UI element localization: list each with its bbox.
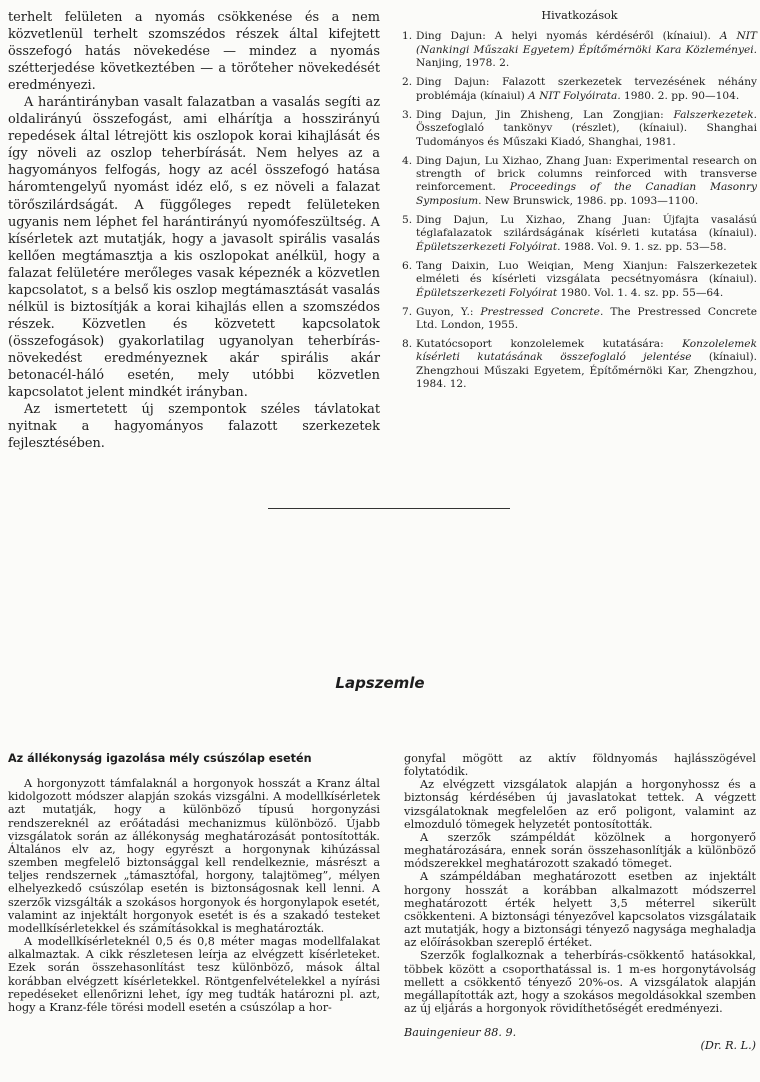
reference-text-segment: Tang Daixin, Luo Weiqian, Meng Xianjun: Falszerkezetek elméleti és kísérleti vizsgálata pecsétnyomásra (kínaiul). — [416, 259, 757, 286]
reference-item — [402, 30, 757, 70]
review-paragraph: Az elvégzett vizsgálatok alapján a horgonyhossz és a biztonság kérdésében új javaslatokat tettek. A végzett vizsgálatoknak megfelelően az erő poligont, valamint az elmozduló tömegek helyzetét pontosították. — [404, 778, 756, 831]
references-list — [402, 30, 757, 391]
reference-text — [416, 155, 757, 209]
reference-text-segment: Összefoglaló tankönyv (részlet), (kínaiul). Shanghai Tudományos és Műszaki Kiadó, Shanghai, 1981. — [416, 122, 757, 148]
section-title: Lapszemle — [335, 674, 425, 692]
references-heading: Hivatkozások — [541, 9, 618, 22]
review-column-right — [404, 752, 756, 1052]
reference-text-segment: 1980. 2. pp. 90—104. — [620, 89, 740, 102]
reference-text-segment: Ding Dajun, Lu Xizhao, Zhang Juan: Experimental research on strength of brick columns reinforced with transverse reinforcement. — [416, 154, 757, 194]
reference-number: 4. — [402, 154, 413, 167]
reference-item — [402, 338, 757, 392]
reference-number: 6. — [402, 259, 413, 272]
article-continuation-column — [8, 9, 380, 452]
reference-title-italic: Proceedings of the Canadian Masonry Symposium. — [416, 181, 757, 207]
reference-text-segment: Ding Dajun, Jin Zhisheng, Lan Zongjian: — [416, 108, 674, 121]
review-paragraph: A horgonyzott támfalaknál a horgonyok hosszát a Kranz által kidolgozott módszer alapján szokás vizsgálni. A modellkísérletek azt mutatják, hogy a különböző típusú horgonyzási rendszereknél az erőátadási mechanizmus különböző. Újabb vizsgálatok során az állékonyság meghatározását pontosították. Általános elv az, hogy egyrészt a horgonynak kihúzással szemben megfelelő biztonsággal kell rendelkeznie, másrészt a teljes rendszernek „támasztófal, horgony, talajtömeg”, mélyen elhelyezkedő csúszólap esetén is biztonságosnak kell lenni. A szerzők vizsgálták a szokásos horgonyok és horgonylapok esetét, valamint az injektált horgonyok esetét is és a szakadó testeket modellkísérletekkel és számításokkal is meghatározták. — [8, 777, 380, 935]
review-paragraph: gonyfal mögött az aktív földnyomás hajlásszögével folytatódik. — [404, 752, 756, 779]
reference-text-segment: Ding Dajun: Falazott szerkezetek tervezésének néhány problémája (kínaiul) — [416, 76, 757, 102]
reference-text-segment: Ding Dajun, Lu Xizhao, Zhang Juan: Újfajta vasalású téglafalazatok szilárdságának kísérleti kutatása (kínaiul). — [416, 213, 757, 240]
reference-text-segment: New Brunswick, 1986. pp. 1093—1100. — [481, 194, 699, 207]
section-divider — [268, 508, 510, 509]
reference-item — [402, 76, 757, 103]
reference-title-italic: Prestressed Concrete. — [480, 305, 604, 318]
reference-title-italic: A NIT Folyóirata. — [528, 89, 621, 102]
reference-title-italic: Falszerkezetek. — [673, 108, 757, 121]
review-column-left — [8, 752, 380, 1014]
reference-text — [416, 76, 757, 103]
reference-item — [402, 260, 757, 300]
reference-text-segment: (kínaiul). Zhengzhoui Műszaki Egyetem, Építőmérnöki Kar, Zhengzhou, 1984. 12. — [416, 351, 757, 391]
reference-text — [416, 214, 757, 254]
review-paragraph: Szerzők foglalkoznak a teherbírás-csökkentő hatásokkal, többek között a csoporthatással is. 1 m-es horgonytávolság mellett a csökkentő tényező 20%-os. A vizsgálatok alapján megállapították azt, hogy a szokásos megoldásokkal szemben az új eljárás a horgonyok rövidíthetőségét eredményezi. — [404, 949, 756, 1015]
reference-title-italic: A NIT (Nankingi Műszaki Egyetem) Építőmérnöki Kara Közleményei. — [416, 30, 758, 56]
reference-item — [402, 306, 757, 333]
reference-text-segment: Nanjing, 1978. 2. — [416, 57, 510, 70]
review-paragraph: A szerzők számpéldát közölnek a horgonyerő meghatározására, ennek során összehasonlítják a különböző módszerekkel meghatározott szakadó tömeget. — [404, 830, 756, 871]
reference-text — [416, 306, 757, 333]
reference-text-segment: Kutatócsoport konzolelemek kutatására: — [416, 338, 683, 351]
reference-text — [416, 260, 757, 300]
article-paragraph: A harántirányban vasalt falazatban a vasalás segíti az oldalirányú összefogást, ami elhárítja a hosszirányú repedések által létrejött kis oszlopok korai kihajlását és így növeli az oszlop teherbírását. Nem helyes az a hagyományos felfogás, hogy az acél összefogó hatása háromtengelyű nyomást idéz elő, s ez növeli a falazat törőszilárdságát. A függőleges repedt felületeken ugyanis nem léphet fel harántirányú nyomófeszültség. A kísérletek azt mutatják, hogy a javasolt spirális vasalás kellően megtámasztja a kis oszlopokat anélkül, hogy a falazat felületére merőleges vasak képeznék a közvetlen kapcsolatot, s a belső kis oszlop megtámasztását vasalás nélkül is biztosítják a korai kihajlás ellen a szomszédos részek. Közvetlen és közvetett kapcsolatok (összefogások) gyakorlatilag ugyanolyan teherbírás-növekedést eredményeznek akár spirális akár betonacél-háló esetén, mely utóbbi közvetlen kapcsolatot jelent mindkét irányban. — [8, 95, 380, 401]
reference-number: 7. — [402, 305, 413, 318]
reference-text-segment: Guyon, Y.: — [416, 305, 481, 318]
reference-item — [402, 214, 757, 254]
reference-text-segment: 1988. Vol. 9. 1. sz. pp. 53—58. — [560, 240, 727, 253]
reference-text — [416, 109, 757, 149]
reference-number: 5. — [402, 213, 413, 226]
review-paragraph: A számpéldában meghatározott esetben az injektált horgony hosszát a korábban alkalmazott módszerrel meghatározott érték helyett 3,5 méterrel sikerült csökkenteni. A biztonsági tényezővel kapcsolatos vizsgálataik azt mutatják, hogy a biztonsági tényező nagysága meghaladja az előírásokban szereplő értéket. — [404, 870, 756, 950]
reference-number: 2. — [402, 76, 413, 89]
reference-title-italic: Konzolelemek kísérleti kutatásának összefoglaló jelentése — [416, 338, 757, 364]
reference-number: 3. — [402, 108, 413, 121]
article-paragraph: Az ismertetett új szempontok széles távlatokat nyitnak a hagyományos falazott szerkezetek fejlesztésében. — [8, 402, 380, 452]
review-heading: Az állékonyság igazolása mély csúszólap esetén — [8, 752, 312, 765]
reference-text-segment: 1980. Vol. 1. 4. sz. pp. 55—64. — [557, 286, 724, 299]
reference-text — [416, 338, 757, 392]
reference-number: 1. — [402, 30, 413, 43]
review-source: Bauingenieur 88. 9. — [404, 1026, 517, 1040]
review-author: (Dr. R. L.) — [700, 1039, 756, 1053]
reference-number: 8. — [402, 338, 413, 351]
reference-title-italic: Épületszerkezeti Folyóirat. — [416, 240, 561, 253]
reference-text-segment: The Prestressed Concrete Ltd. London, 1955. — [416, 305, 757, 332]
reference-title-italic: Épületszerkezeti Folyóirat — [416, 286, 558, 299]
references-section — [402, 9, 757, 397]
reference-text — [416, 30, 757, 70]
reference-item — [402, 109, 757, 149]
review-paragraph: A modellkísérleteknél 0,5 és 0,8 méter magas modellfalakat alkalmaztak. A cikk részletesen leírja az elvégzett kísérleteket. Ezek során összehasonlítást tesz különböző, mások által korábban elvégzett kísérletekkel. Röntgenfelvételekkel a nyírási repedéseket ellenőrizni lehet, így meg tudták határozni pl. azt, hogy a Kranz-féle törési modell esetén a csúszólap a hor- — [8, 935, 380, 1014]
reference-item — [402, 155, 757, 209]
reference-text-segment: Ding Dajun: A helyi nyomás kérdéséről (kínaiul). — [416, 30, 720, 43]
article-paragraph: terhelt felületen a nyomás csökkenése és a nem közvetlenül terhelt szomszédos részek által kifejtett összefogó hatás növekedése — mindez a nyomás szétterjedése következtében — a törőteher növekedését eredményezi. — [8, 10, 380, 94]
